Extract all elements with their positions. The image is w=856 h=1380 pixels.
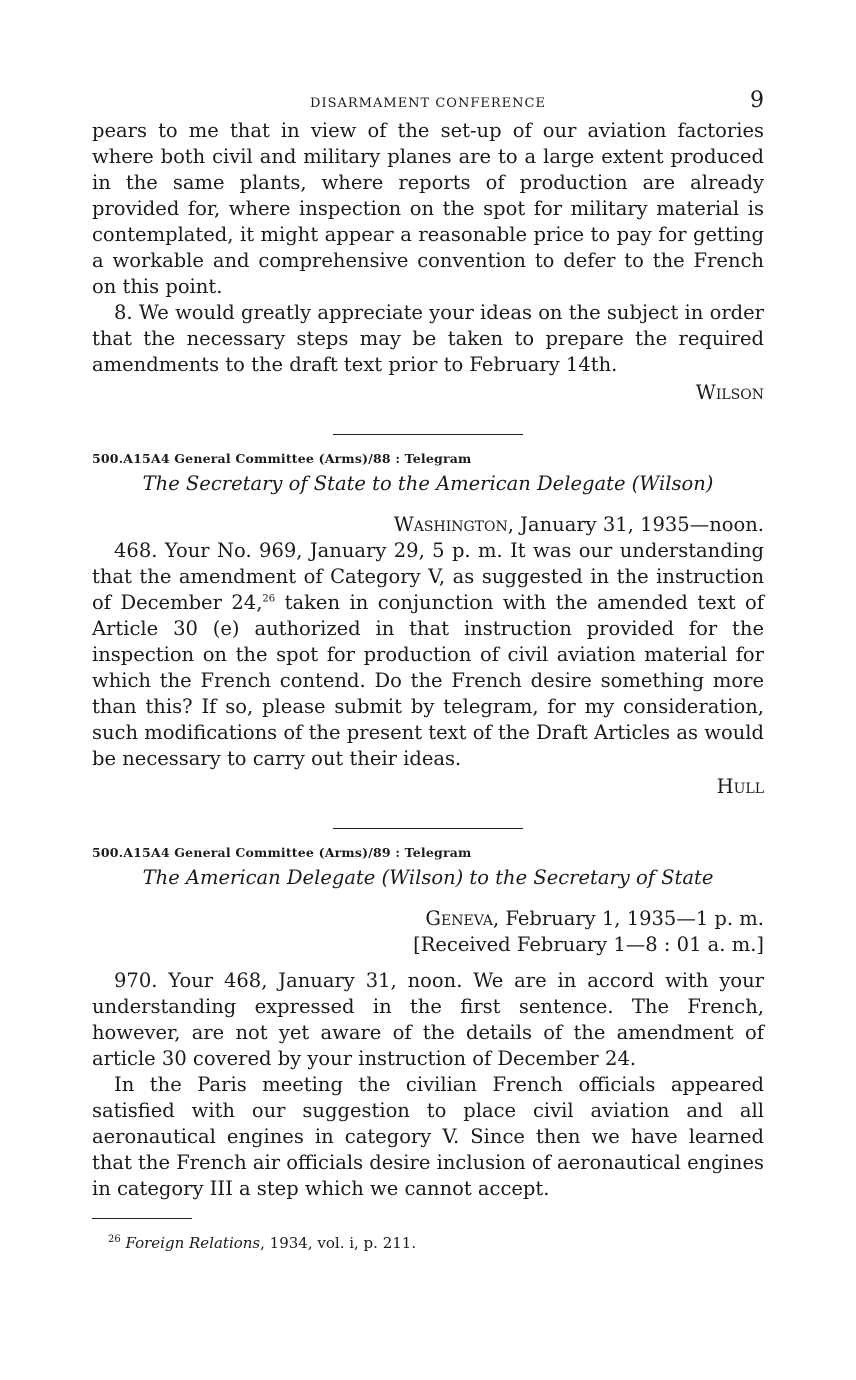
paragraph: pears to me that in view of the set-up of our aviation factories where both civil and military planes are to a large extent produced in the same plants, where reports of production are already provided for, where inspection on the spot for military material is contemplated, it might appear a reasonable price to pay for getting a workable and comprehensive convention to defer to the French on this point. — [92, 119, 764, 298]
running-head: DISARMAMENT CONFERENCE — [310, 96, 546, 111]
footnote-text: , 1934, vol. i, p. 211. — [260, 1234, 417, 1252]
document-2 — [92, 451, 764, 800]
paragraph — [92, 538, 764, 772]
dateline-place: Washington — [393, 513, 508, 536]
paragraph-text: taken in conjunction with the amended text of Article 30 (e) authorized in that instruction provided for the inspection on the spot for production of civil aviation material for which the French contend. Do the French desire something more than this? If so, please submit by telegram, for my consideration, such modifications of the present text of the Draft Articles as would be necessary to carry out their ideas. — [92, 591, 764, 770]
footnote-divider — [92, 1218, 192, 1219]
signature: Wilson — [695, 381, 764, 404]
signature: Hull — [716, 775, 764, 798]
file-reference: 500.A15A4 General Committee (Arms)/88 : Telegram — [92, 451, 472, 466]
footnote-mark: 26 — [108, 1234, 121, 1245]
footnote-reference[interactable]: 26 — [262, 593, 276, 605]
dateline-place: Geneva — [425, 907, 493, 930]
dateline — [92, 512, 764, 538]
document-title: The Secretary of State to the American Delegate (Wilson) — [142, 472, 714, 495]
document-page — [92, 88, 764, 1253]
footnote-source: Foreign Relations — [125, 1234, 261, 1252]
paragraph-text: 468. Your No. 969, January 29, 5 p. m. It was our understanding that the amendment of Category V, as suggested in the instruction of December 24, — [92, 539, 764, 614]
page-header — [92, 88, 764, 118]
page-number: 9 — [750, 88, 764, 113]
document-1 — [92, 118, 764, 406]
footnote — [92, 1233, 764, 1253]
section-divider — [333, 828, 523, 829]
paragraph: In the Paris meeting the civilian French officials appeared satisfied with our suggestion to place civil aviation and all aeronautical engines in category V. Since then we have learned that the French air officials desire inclusion of aeronautical engines in category III a step which we cannot accept. — [92, 1073, 764, 1200]
dateline-date: , January 31, 1935—noon. — [507, 513, 764, 536]
dateline-date: , February 1, 1935—1 p. m. — [492, 907, 764, 930]
paragraph: 8. We would greatly appreciate your ideas on the subject in order that the necessary steps may be taken to prepare the required amendments to the draft text prior to February 14th. — [92, 301, 764, 376]
document-3 — [92, 845, 764, 1202]
file-reference: 500.A15A4 General Committee (Arms)/89 : Telegram — [92, 845, 472, 860]
section-divider — [333, 434, 523, 435]
document-title: The American Delegate (Wilson) to the Secretary of State — [142, 866, 714, 889]
paragraph: 970. Your 468, January 31, noon. We are in accord with your understanding expressed in the first sentence. The French, however, are not yet aware of the details of the amendment of article 30 covered by your instruction of December 24. — [92, 969, 764, 1070]
dateline — [92, 906, 764, 932]
received-line: [Received February 1—8 : 01 a. m.] — [413, 933, 764, 956]
